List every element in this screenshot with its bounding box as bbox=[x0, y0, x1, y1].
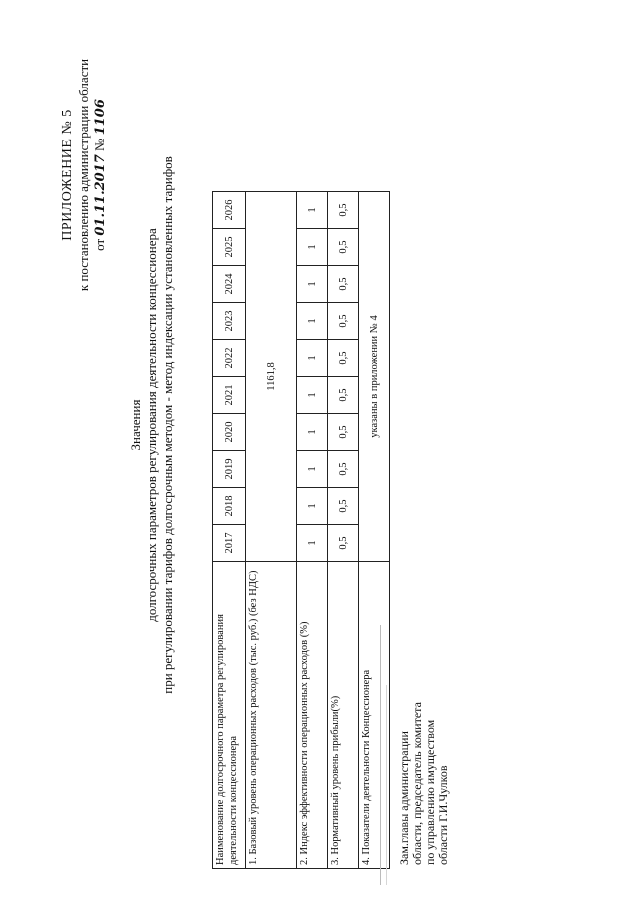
row2-name-cell: 2. Индекс эффективности операционных расходов (%) bbox=[297, 562, 328, 869]
value-cell: 0,5 bbox=[328, 451, 359, 488]
value-cell: 1 bbox=[297, 377, 328, 414]
value-cell: 0,5 bbox=[328, 414, 359, 451]
value-cell: 0,5 bbox=[328, 266, 359, 303]
signature-line-3: по управлению имуществом bbox=[423, 719, 437, 865]
parameters-table bbox=[212, 191, 390, 869]
heading-line-3: при регулировании тарифов долгосрочным методом - метод индексации установленных тарифов bbox=[160, 156, 175, 694]
value-cell: 0,5 bbox=[328, 377, 359, 414]
row3-name-cell: 3. Нормативный уровень прибыли(%) bbox=[328, 562, 359, 869]
row1-value-cell: 1161,8 bbox=[246, 192, 297, 562]
signature-block bbox=[398, 702, 450, 865]
year-cell: 2019 bbox=[213, 451, 246, 488]
value-cell: 0,5 bbox=[328, 488, 359, 525]
year-cell: 2026 bbox=[213, 192, 246, 229]
year-cell: 2017 bbox=[213, 525, 246, 562]
table-header-row bbox=[213, 192, 246, 869]
handwritten-number: 1106 bbox=[93, 99, 108, 136]
year-cell: 2022 bbox=[213, 340, 246, 377]
year-cell: 2021 bbox=[213, 377, 246, 414]
table-row-base-opex bbox=[246, 192, 297, 869]
value-cell: 0,5 bbox=[328, 303, 359, 340]
from-label: от bbox=[92, 238, 107, 251]
value-cell: 0,5 bbox=[328, 525, 359, 562]
row1-name-cell: 1. Базовый уровень операционных расходов (тыс. руб.) (без НДС) bbox=[246, 562, 297, 869]
value-cell: 0,5 bbox=[328, 340, 359, 377]
value-cell: 1 bbox=[297, 525, 328, 562]
table-row-profit-level bbox=[328, 192, 359, 869]
value-cell: 1 bbox=[297, 488, 328, 525]
value-cell: 1 bbox=[297, 266, 328, 303]
header-name-cell: Наименование долгосрочного параметра регулирования деятельности концессионера bbox=[213, 562, 246, 869]
value-cell: 1 bbox=[297, 414, 328, 451]
value-cell: 1 bbox=[297, 340, 328, 377]
signature-line-1: Зам.главы администрации bbox=[397, 731, 411, 865]
scan-artifact-line bbox=[380, 625, 381, 885]
appendix-decree-line: к постановлению администрации области bbox=[76, 58, 91, 292]
appendix-date-line bbox=[92, 45, 109, 305]
document-heading bbox=[128, 105, 176, 745]
heading-line-2: долгосрочных параметров регулирования деятельности концессионера bbox=[144, 228, 159, 622]
year-cell: 2018 bbox=[213, 488, 246, 525]
value-cell: 0,5 bbox=[328, 229, 359, 266]
heading-line-1: Значения bbox=[128, 399, 143, 451]
row4-name-cell: 4. Показатели деятельности Концессионера bbox=[359, 562, 390, 869]
value-cell: 1 bbox=[297, 192, 328, 229]
year-cell: 2023 bbox=[213, 303, 246, 340]
value-cell: 0,5 bbox=[328, 192, 359, 229]
number-label: № bbox=[92, 138, 107, 151]
appendix-title: ПРИЛОЖЕНИЕ № 5 bbox=[60, 109, 75, 241]
table-row-concessionaire-indicators bbox=[359, 192, 390, 869]
year-cell: 2020 bbox=[213, 414, 246, 451]
signature-line-2: области, председатель комитета bbox=[410, 702, 424, 865]
year-cell: 2025 bbox=[213, 229, 246, 266]
table-row-efficiency-index bbox=[297, 192, 328, 869]
row4-value-cell: указаны в приложении № 4 bbox=[359, 192, 390, 562]
scan-artifact-line bbox=[386, 685, 387, 885]
value-cell: 1 bbox=[297, 451, 328, 488]
value-cell: 1 bbox=[297, 303, 328, 340]
year-cell: 2024 bbox=[213, 266, 246, 303]
signature-line-4: области Г.И.Чулков bbox=[436, 765, 450, 865]
handwritten-date: 01.11.2017 bbox=[93, 154, 108, 236]
appendix-block bbox=[60, 45, 109, 305]
value-cell: 1 bbox=[297, 229, 328, 266]
